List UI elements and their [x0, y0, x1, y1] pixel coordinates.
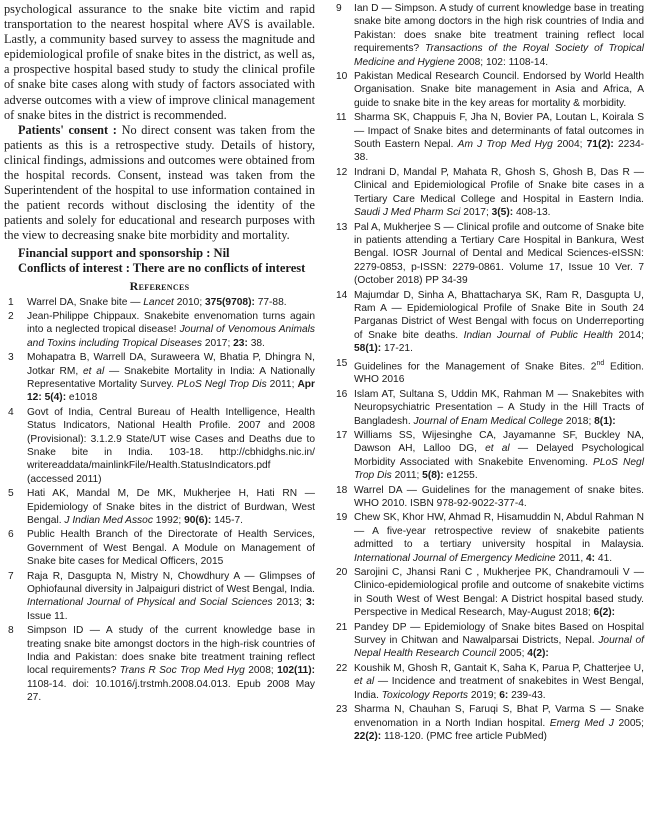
reference-text: — Incidence and treatment of snakebites in West Bengal, India.	[354, 676, 644, 701]
reference-text: 38.	[247, 337, 265, 349]
reference-item	[4, 570, 315, 624]
reference-number: 5	[8, 488, 14, 500]
reference-number: 18	[336, 484, 348, 496]
reference-item	[334, 357, 644, 387]
reference-number: 1	[8, 296, 14, 308]
reference-text: Williams SS, Wijesinghe CA, Jayamanne SF, Buckley NA, Dawson AH, Lalloo DG,	[354, 429, 644, 455]
reference-text: Sharma N, Chauhan S, Faruqi S, Bhat P, Varma S — Snake envenomation in a North Indian hospital.	[354, 704, 644, 729]
reference-text: 1992;	[152, 515, 185, 526]
financial-support: Financial support and sponsorship : Nil	[18, 245, 230, 260]
reference-text: Jean-Philippe Chippaux. Snakebite envenomation turns again into a neglected tropical disease!	[27, 310, 315, 336]
reference-text: et al	[83, 365, 105, 377]
reference-list-left	[4, 296, 315, 705]
reference-text: Govt of India, Central Bureau of Health Intelligence, Health Status Indicators, National Health Profile. 2007 and 2008 (Provisional): 3.1.2.9 State/UT wise Cases and Deaths due to Snake bite in India. 103-18. http://cbhidghs.nic.in/ writereaddata/mainlinkFile/Health.StatusIndicators.pdf (accessed 2011)	[27, 406, 315, 485]
reference-text: 2008;	[244, 665, 278, 677]
reference-text: Indrani D, Mandal P, Mahata R, Ghosh S, Ghosh B, Das R — Clinical and Epidemiological Profile of Snake bite cases in a Tertiary Care Medical College and Hospital in Eastern India.	[354, 166, 644, 205]
consent-paragraph	[4, 123, 315, 244]
reference-text: — Delayed Psychological Morbidity Associated with Snakebite Envenoming.	[354, 443, 644, 468]
reference-text: e1018	[66, 392, 98, 404]
reference-item	[334, 2, 644, 69]
reference-text: 408-13.	[513, 207, 551, 219]
reference-number: 12	[336, 166, 348, 178]
reference-text: 1108-14. doi: 10.1016/j.trstmh.2008.04.013. Epub 2008 May 27.	[27, 678, 315, 704]
reference-text: Guidelines for the Management of Snake Bites. 2	[354, 360, 597, 372]
reference-text: 2017;	[201, 337, 234, 349]
reference-text: 23:	[233, 337, 248, 349]
reference-text: Trans R Soc Trop Med Hyg	[119, 665, 245, 677]
reference-text: J Indian Med Assoc	[64, 515, 153, 526]
reference-text: Ian D — Simpson. A study of current knowledge base in treating snake bite among doctors in the high risk countries of India and Pakistan: does snake bite treatment training reflect local requirements?	[354, 3, 644, 55]
reference-text: 41.	[595, 552, 613, 564]
reference-text: 2019;	[468, 689, 500, 701]
reference-text: Toxicology Reports	[381, 689, 469, 701]
reference-text: Transactions of the Royal Society of Tropical Medicine and Hygiene	[354, 43, 644, 68]
reference-text: 6:	[499, 689, 509, 701]
reference-item	[4, 624, 315, 704]
reference-text: International Journal of Emergency Medicine	[354, 552, 556, 564]
reference-text: Simpson ID — A study of the current knowledge base in treating snake bite amongst doctors in the high-risk countries of India and Pakistan: does snake bite treatment training reflect local requirements?	[27, 625, 315, 677]
reference-item	[4, 406, 315, 486]
reference-number: 9	[336, 3, 342, 14]
reference-text: Raja R, Dasgupta N, Mistry N, Chowdhury A — Glimpses of Ophiofaunal diversity in Jalpaiguri district of West Bengal, India.	[27, 570, 315, 596]
reference-text: Saudi J Med Pharm Sci	[354, 207, 461, 219]
reference-text: 4:	[586, 552, 596, 564]
reference-text: 2018;	[562, 415, 595, 427]
reference-text: nd	[596, 359, 605, 367]
consent-heading: Patients' consent :	[18, 122, 117, 137]
reference-text: Pakistan Medical Research Council. Endorsed by World Health Organisation. Snake bite management in Asia and Africa, A guide to snake bite in the key areas for mortality & morbidity.	[354, 71, 644, 109]
reference-item	[334, 511, 644, 565]
reference-item	[4, 351, 315, 405]
reference-item	[4, 296, 315, 309]
reference-item	[334, 70, 644, 110]
reference-text: et al	[485, 443, 510, 455]
reference-text: 2011,	[555, 552, 587, 564]
reference-text: 375(9708):	[205, 296, 255, 308]
reference-text: 2008; 102: 1108-14.	[454, 56, 549, 68]
reference-number: 19	[336, 512, 348, 524]
reference-item	[4, 487, 315, 527]
reference-text: Islam AT, Sultana S, Uddin MK, Rahman M — Snakebites with Neuropsychiatric Presentation – A Study in the Hill Tracts of Bangladesh.	[354, 388, 644, 427]
reference-text: 239-43.	[508, 689, 546, 701]
reference-text: Edition. WHO 2016	[354, 360, 644, 386]
reference-text: Emerg Med J	[549, 717, 614, 729]
reference-number: 20	[336, 567, 348, 579]
reference-text: Sarojini C, Jhansi Rani C , Mukherjee PK, Chandramouli V — Clinico-epidemiological profile and outcome of snakebite victims in South West of West Bengal: A District hospital based study. Perspective in Medical Research, May-August 2018;	[354, 567, 644, 619]
reference-text: Mohapatra B, Warrell DA, Suraweera W, Bhatia P, Dhingra N, Jotkar RM,	[27, 352, 315, 377]
reference-item	[334, 388, 644, 428]
reference-text: 5(8):	[422, 470, 444, 482]
reference-text: Pandey DP — Epidemiology of Snake bites Based on Hospital Survey in Chitwan and Nawalparsai Districts, Nepal.	[354, 621, 644, 647]
reference-text: Warrel DA, Snake bite —	[27, 296, 144, 308]
reference-item	[334, 662, 644, 702]
reference-item	[4, 310, 315, 350]
reference-text: 2011;	[391, 470, 423, 482]
reference-text: 2014;	[612, 329, 644, 341]
reference-number: 4	[8, 406, 14, 418]
reference-text: 8(1):	[594, 415, 616, 427]
reference-number: 14	[336, 289, 348, 301]
reference-text: Journal of Venomous Animals and Toxins including Tropical Diseases	[27, 324, 315, 349]
intro-paragraph: psychological assurance to the snake bite victim and rapid transportation to the nearest hospital where AVS is available. Lastly, a community based survey to assess the magnitude and epidemiological profile of snake bites in the district, as well as, a prospective hospital based study to study the clinical profile of snake bite cases along with study of factors associated with adverse outcomes with a view of improve clinical management of snake bites in the district is recommended.	[4, 2, 315, 122]
reference-item	[334, 484, 644, 511]
reference-text: 118-120. (PMC free article PubMed)	[381, 730, 547, 742]
reference-item	[334, 166, 644, 220]
reference-number: 6	[8, 529, 14, 541]
reference-text: Sharma SK, Chappuis F, Jha N, Bovier PA, Loutan L, Koirala S — Impact of Snake bites and determinants of fatal outcomes in South Eastern Nepal.	[354, 112, 644, 151]
conflicts-of-interest: Conflicts of interest : There are no conflicts of interest	[18, 260, 306, 275]
reference-text: 77-88.	[254, 296, 287, 308]
consent-text: No direct consent was taken from the patients as this is a retrospective study. Details of history, clinical findings, admissions and outcomes were obtained from the hospital records. Consent, instead was taken from the Superintendent of the hospital to use information contained in the patient records without disclosing the identity of the patients and solely for educational and research purposes with the view to decreasing snake bite morbidity and mortality.	[4, 122, 315, 243]
reference-text: 145-7.	[211, 515, 243, 526]
reference-text: 2017;	[460, 207, 492, 219]
reference-item	[4, 528, 315, 568]
reference-number: 2	[8, 310, 14, 322]
reference-text: 90(6):	[184, 515, 212, 526]
reference-number: 7	[8, 570, 14, 582]
reference-list-right	[334, 2, 644, 743]
reference-item	[334, 111, 644, 165]
reference-number: 17	[336, 429, 348, 441]
reference-text: International Journal of Physical and Social Sciences	[27, 597, 273, 609]
reference-item	[334, 289, 644, 356]
reference-text: 2005;	[613, 717, 644, 729]
reference-text: Warrel DA — Guidelines for the management of snake bites. WHO 2010. ISBN 978-92-9022-377-4.	[354, 484, 644, 510]
reference-text: Indian Journal of Public Health	[463, 329, 613, 341]
reference-text: PLoS Negl Trop Dis	[176, 378, 267, 390]
reference-text: Hati AK, Mandal M, De MK, Mukherjee H, Hati RN — Epidemiology of Snake bites in the district of Burdwan, West Bengal.	[27, 488, 315, 526]
left-column	[4, 2, 315, 706]
reference-text: PLoS Negl Trop Dis	[354, 456, 644, 482]
reference-number: 22	[336, 662, 348, 674]
reference-text: e1255.	[443, 470, 478, 482]
reference-item	[334, 221, 644, 288]
reference-text: 6(2):	[593, 607, 616, 619]
reference-text: 22(2):	[354, 730, 382, 742]
reference-text: 2004;	[552, 139, 587, 151]
reference-number: 10	[336, 71, 348, 83]
reference-text: Public Health Branch of the Directorate of Health Services, Government of West Bengal. A Module on Management of Snake bite cases for Medical Officers, 2015	[27, 529, 315, 568]
reference-text: 2234-38.	[354, 139, 645, 164]
reference-number: 3	[8, 352, 14, 364]
right-column	[334, 2, 644, 744]
reference-number: 16	[336, 388, 348, 400]
reference-text: 5(4):	[44, 392, 67, 404]
reference-text: 3:	[305, 597, 315, 609]
reference-item	[334, 429, 644, 483]
references-heading: References	[129, 278, 190, 293]
reference-text: 71(2):	[586, 139, 614, 151]
reference-text: Issue 11.	[27, 610, 68, 622]
reference-text: et al	[354, 676, 375, 688]
reference-text: 102(11):	[277, 665, 316, 677]
reference-item	[334, 621, 644, 661]
reference-text: Am J Trop Med Hyg	[457, 139, 553, 151]
reference-text: Journal of Nepal Health Research Council	[354, 635, 644, 660]
reference-text: 4(2):	[527, 648, 549, 660]
reference-number: 8	[8, 625, 14, 637]
reference-number: 11	[336, 112, 347, 124]
reference-text: Chew SK, Khor HW, Ahmad R, Hisamuddin N, Abdul Rahman N — A five-year retrospective review of snakebite patients admitted to a tertiary university hospital in Malaysia.	[354, 512, 644, 551]
reference-text: Majumdar D, Sinha A, Bhattacharya SK, Ram R, Dasgupta U, Ram A — Epidemiological Profile of Snake Bite in South 24 Parganas District of West Bengal with focus on Underreporting of Snake bite deaths.	[354, 289, 644, 341]
reference-number: 21	[336, 621, 348, 633]
reference-number: 23	[336, 704, 348, 716]
reference-text: 17-21.	[381, 343, 413, 355]
reference-text: Journal of Enam Medical College	[413, 415, 563, 427]
reference-text: Lancet	[143, 296, 174, 308]
reference-text: Koushik M, Ghosh R, Gantait K, Saha K, Parua P, Chatterjee U,	[354, 662, 644, 674]
reference-number: 13	[336, 221, 348, 233]
reference-item	[334, 703, 644, 743]
reference-text: Apr 12:	[27, 378, 315, 404]
reference-text: — Snakebite Mortality in India: A Nationally Representative Mortality Survey.	[27, 365, 315, 390]
reference-item	[334, 566, 644, 620]
reference-text: 58(1):	[354, 343, 382, 355]
reference-number: 15	[336, 357, 348, 369]
reference-text: 2013;	[272, 597, 306, 609]
reference-text: 2011;	[266, 378, 298, 390]
reference-text: 3(5):	[491, 207, 514, 219]
reference-text: 2010;	[173, 296, 206, 308]
reference-text: 2005;	[496, 648, 528, 660]
reference-text: Pal A, Mukherjee S — Clinical profile and outcome of Snake bite in patients attending a Tertiary Care Hospital in Bankura, West Bengal. IOSR Journal of Dental and Medical Sciences-eISSN: 2279-0853, p-ISSN: 2279-0861. Volume 17, Issue 10 Ver. 7 (October 2018) PP 34-39	[354, 221, 644, 287]
